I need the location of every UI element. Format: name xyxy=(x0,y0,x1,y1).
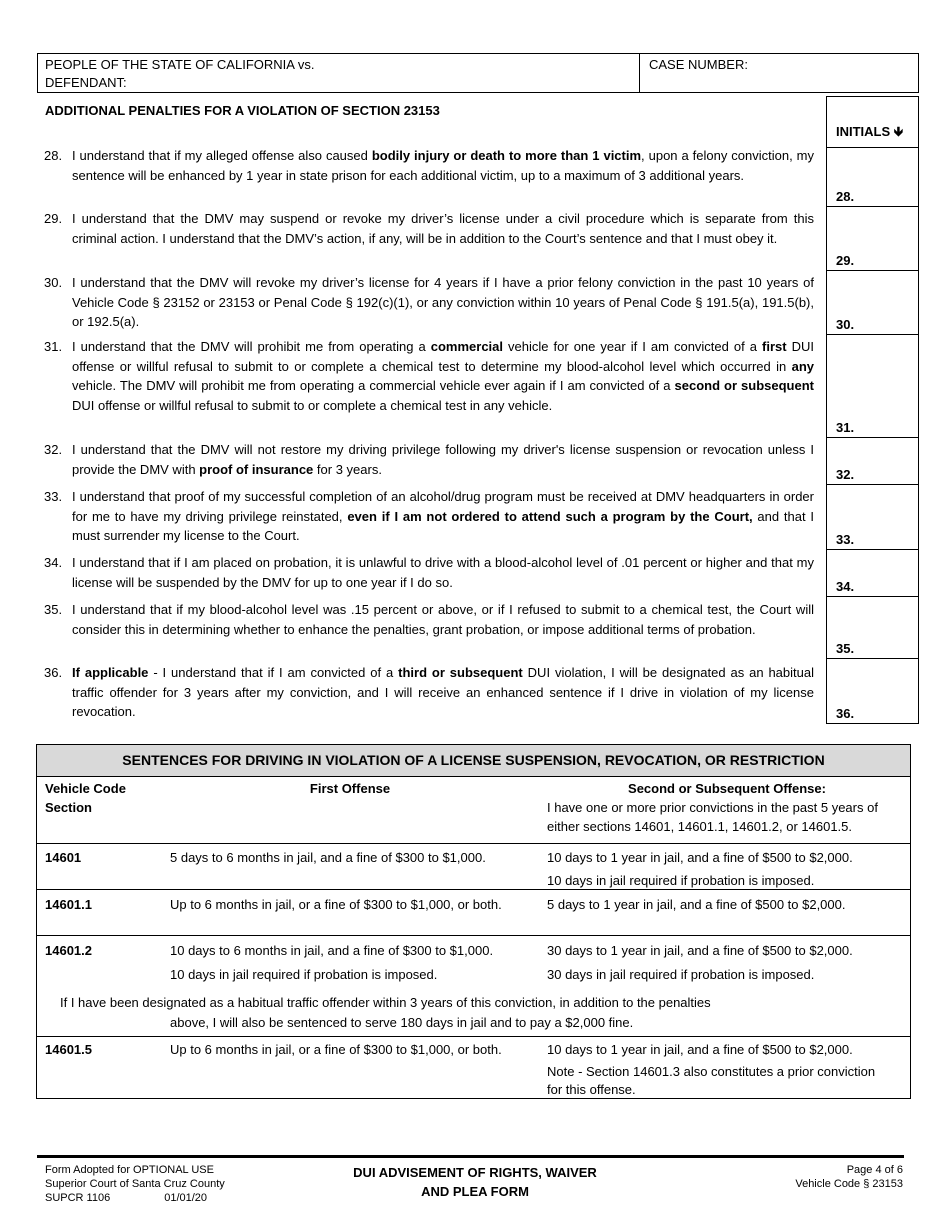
initials-header-label: INITIALS xyxy=(836,124,891,139)
advisement-text: I understand that if I am placed on probation, it is unlawful to drive with a blood-alcohol level of .01 percent or higher and that my license will be suspended by the DMV for up to one year if I do so. xyxy=(72,555,814,590)
advisement-item-28: 28. I understand that if my alleged offense also caused bodily injury or death to more than 1 victim, upon a felony conviction, my sentence will be enhanced by 1 year in state prison for each additional victim, up to a maximum of 3 additional years. xyxy=(44,146,814,185)
advisement-item-36: 36. If applicable - I understand that if I am convicted of a third or subsequent DUI violation, I will be designated as an habitual traffic offender for 3 years after my conviction, and I will receive an enhanced sentence if I drive in violation of my license revocation. xyxy=(44,663,814,722)
advisement-text: If applicable - I understand that if I am convicted of a third or subsequent DUI violation, I will be designated as an habitual traffic offender for 3 years after my conviction, and I will receive an enhanced sentence if I drive in violation of my license revocation. xyxy=(72,665,814,719)
case-number-field[interactable] xyxy=(640,54,918,92)
section-title: ADDITIONAL PENALTIES FOR A VIOLATION OF SECTION 23153 xyxy=(45,103,440,118)
initials-box-29[interactable]: 29. xyxy=(827,207,918,271)
initials-box-30[interactable]: 30. xyxy=(827,271,918,335)
footer-divider xyxy=(37,1155,904,1158)
down-arrow-icon: 🡻 xyxy=(893,124,904,139)
advisement-text: I understand that if my blood-alcohol level was .15 percent or above, or if I refused to submit to a chemical test, the Court will consider this in determining whether to enhance the penalties, grant probation, or impose additional terms of probation. xyxy=(72,602,814,637)
advisement-item-33: 33. I understand that proof of my successful completion of an alcohol/drug program must be received at DMV headquarters in order for me to have my driving privilege reinstated, even if I am not ordered to attend such a program by the Court, and that I must surrender my license to the Court. xyxy=(44,487,814,546)
case-header xyxy=(37,53,919,93)
table-row xyxy=(37,844,910,890)
advisement-item-29: 29. I understand that the DMV may suspend or revoke my driver’s license under a civil procedure which is separate from this criminal action. I understand that the DMV’s action, if any, will be in addition to the Court’s sentence and that I must obey it. xyxy=(44,209,814,248)
footer-page-info: Page 4 of 6 Vehicle Code § 23153 xyxy=(795,1164,903,1190)
initials-box-35[interactable]: 35. xyxy=(827,597,918,659)
col-second-header: Second or Subsequent Offense: I have one or more prior convictions in the past 5 years of either sections 14601, 14601.1, 14601.2, or 14601.5. xyxy=(547,781,878,834)
second-offense-cell: 10 days to 1 year in jail, and a fine of $500 to $2,000. 10 days in jail required if probation is imposed. xyxy=(547,850,853,888)
advisement-text: I understand that proof of my successful completion of an alcohol/drug program must be received at DMV headquarters in order for me to have my driving privilege reinstated, even if I am not ordered to attend such a program by the Court, and that I must surrender my license to the Court. xyxy=(72,489,814,543)
initials-box-31[interactable]: 31. xyxy=(827,335,918,438)
advisement-text: I understand that the DMV will prohibit me from operating a commercial vehicle for one year if I am convicted of a first DUI offense or willful refusal to submit to or complete a chemical test to determine my blood-alcohol level which occurred in any vehicle. The DMV will prohibit me from operating a commercial vehicle ever again if I am convicted of a second or subsequent DUI offense or willful refusal to submit to or complete a chemical test in any vehicle. xyxy=(72,339,814,413)
case-caption xyxy=(38,54,640,92)
people-line: PEOPLE OF THE STATE OF CALIFORNIA vs. xyxy=(45,57,315,72)
initials-box-33[interactable]: 33. xyxy=(827,485,918,550)
second-offense-cell: 30 days to 1 year in jail, and a fine of $500 to $2,000. 30 days in jail required if probation is imposed. xyxy=(547,943,853,982)
initials-box-28[interactable]: 28. xyxy=(827,148,918,207)
table-row xyxy=(37,1038,910,1098)
code-cell: 14601.5 xyxy=(45,1042,92,1057)
table-row xyxy=(37,891,910,936)
case-number-label: CASE NUMBER: xyxy=(649,57,748,72)
initials-box-36[interactable]: 36. xyxy=(836,706,855,721)
advisement-item-32: 32. I understand that the DMV will not restore my driving privilege following my driver's license suspension or revocation unless I provide the DMV with proof of insurance for 3 years. xyxy=(44,440,814,479)
defendant-label: DEFENDANT: xyxy=(45,75,127,90)
advisement-text: I understand that the DMV will not restore my driving privilege following my driver's license suspension or revocation unless I provide the DMV with proof of insurance for 3 years. xyxy=(72,442,814,477)
second-offense-cell: 5 days to 1 year in jail, and a fine of $500 to $2,000. xyxy=(547,897,846,912)
sentences-header-row xyxy=(37,777,910,844)
table-row xyxy=(37,937,910,1037)
code-cell: 14601.1 xyxy=(45,897,92,912)
initials-header xyxy=(827,97,918,148)
advisement-item-31: 31. I understand that the DMV will prohibit me from operating a commercial vehicle for one year if I am convicted of a first DUI offense or willful refusal to submit to or complete a chemical test to determine my blood-alcohol level which occurred in any vehicle. The DMV will prohibit me from operating a commercial vehicle ever again if I am convicted of a second or subsequent DUI offense or willful refusal to submit to or complete a chemical test in any vehicle. xyxy=(44,337,814,415)
footer-form-title: DUI ADVISEMENT OF RIGHTS, WAIVER AND PLEA FORM xyxy=(353,1165,597,1199)
initials-box-34[interactable]: 34. xyxy=(827,550,918,597)
advisement-text: I understand that the DMV will revoke my driver’s license for 4 years if I have a prior felony conviction in the past 10 years of Vehicle Code § 23152 or 23153 or Penal Code § 192(c)(1), or any conviction within 10 years of Penal Code § 191.5(a), 191.5(b), or 192.5(a). xyxy=(72,275,814,329)
col-code-header: Vehicle Code Section xyxy=(45,781,126,815)
advisement-item-30: 30. I understand that the DMV will revoke my driver’s license for 4 years if I have a prior felony conviction in the past 10 years of Vehicle Code § 23152 or 23153 or Penal Code § 192(c)(1), or any conviction within 10 years of Penal Code § 191.5(a), 191.5(b), or 192.5(a). xyxy=(44,273,814,332)
first-offense-cell: Up to 6 months in jail, or a fine of $300 to $1,000, or both. xyxy=(170,1042,502,1057)
second-offense-cell: 10 days to 1 year in jail, and a fine of $500 to $2,000. Note - Section 14601.3 also constitutes a prior conviction for this offense. xyxy=(547,1042,876,1097)
advisement-text: I understand that if my alleged offense also caused bodily injury or death to more than 1 victim, upon a felony conviction, my sentence will be enhanced by 1 year in state prison for each additional victim, up to a maximum of 3 additional years. xyxy=(72,148,814,183)
first-offense-cell: Up to 6 months in jail, or a fine of $300 to $1,000, or both. xyxy=(170,897,502,912)
advisement-item-34: 34. I understand that if I am placed on probation, it is unlawful to drive with a blood-alcohol level of .01 percent or higher and that my license will be suspended by the DMV for up to one year if I do so. xyxy=(44,553,814,592)
sentences-table-title: SENTENCES FOR DRIVING IN VIOLATION OF A LICENSE SUSPENSION, REVOCATION, OR RESTRICTION xyxy=(37,745,910,777)
advisement-text: I understand that the DMV may suspend or revoke my driver’s license under a civil procedure which is separate from this criminal action. I understand that the DMV’s action, if any, will be in addition to the Court’s sentence and that I must obey it. xyxy=(72,211,814,246)
col-first-header: First Offense xyxy=(309,781,391,796)
footer-form-info: Form Adopted for OPTIONAL USE Superior Court of Santa Cruz County SUPCR 1106 01/01/20 xyxy=(45,1164,225,1204)
first-offense-cell: 10 days to 6 months in jail, and a fine of $300 to $1,000. 10 days in jail required if probation is imposed. xyxy=(170,943,494,982)
initials-column xyxy=(826,96,919,724)
advisement-item-35: 35. I understand that if my blood-alcohol level was .15 percent or above, or if I refused to submit to a chemical test, the Court will consider this in determining whether to enhance the penalties, grant probation, or impose additional terms of probation. xyxy=(44,600,814,639)
code-cell: 14601.2 xyxy=(45,943,92,958)
first-offense-cell: 5 days to 6 months in jail, and a fine of $300 to $1,000. xyxy=(170,850,486,865)
initials-box-32[interactable]: 32. xyxy=(827,438,918,485)
habitual-offender-note: If I have been designated as a habitual traffic offender within 3 years of this conviction, in addition to the penalties above, I will also be sentenced to serve 180 days in jail and to pay a $2,000 fine. xyxy=(60,995,711,1030)
sentences-table xyxy=(36,744,911,1099)
code-cell: 14601 xyxy=(45,850,82,865)
